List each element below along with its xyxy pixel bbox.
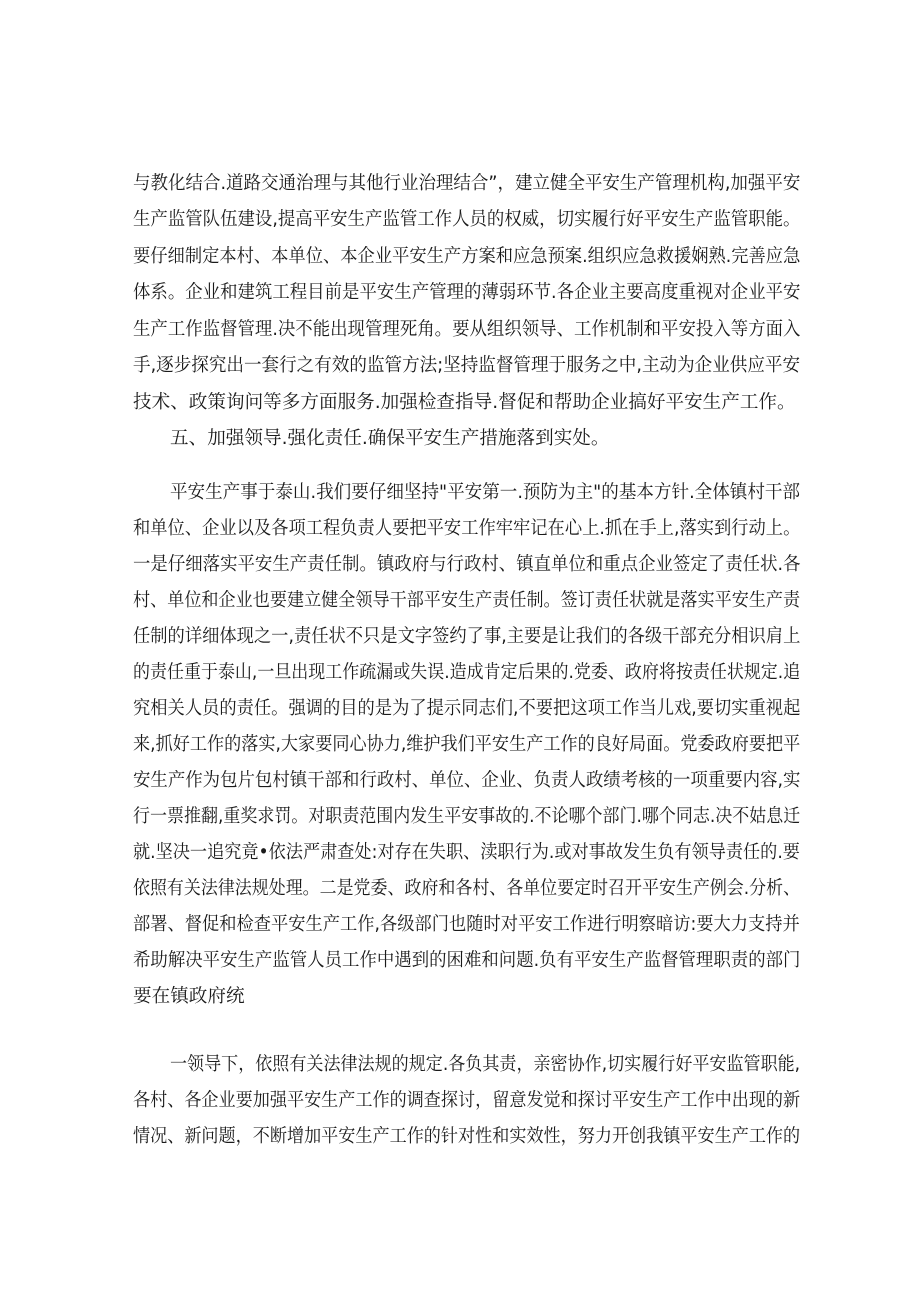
text-line: 的责任重于泰山,一旦出现工作疏漏或失误.造成肯定后果的.党委、政府将按责任状规定.追 bbox=[133, 662, 801, 683]
text-line: 生产工作监督管理.决不能出现管理死角。要从组织领导、工作机制和平安投入等方面入 bbox=[133, 319, 801, 340]
text-line: 情况、新问题，不断增加平安生产工作的针对性和实效性，努力开创我镇平安生产工作的 bbox=[133, 1126, 801, 1147]
text-line: 平安生产事于泰山.我们要仔细坚持"平安第一.预防为主"的基本方针.全体镇村干部 bbox=[170, 482, 801, 503]
section-heading-text: 五、加强领导.强化责任.确保平安生产措施落到实处。 bbox=[170, 428, 610, 449]
text-line: 体系。企业和建筑工程目前是平安生产管理的薄弱环节.各企业主要高度重视对企业平安 bbox=[133, 282, 801, 303]
text-line: 来,抓好工作的落实,大家要同心协力,维护我们平安生产工作的良好局面。党委政府要把平 bbox=[133, 734, 801, 755]
text-line: 技术、政策询问等多方面服务.加强检查指导.督促和帮助企业搞好平安生产工作。 bbox=[133, 392, 796, 413]
text-line: 与教化结合.道路交通治理与其他行业治理结合”，建立健全平安生产管理机构,加强平安 bbox=[133, 173, 801, 194]
text-line: 一领导下，依照有关法律法规的规定.各负其责，亲密协作,切实履行好平安监管职能, bbox=[170, 1054, 801, 1075]
text-line: 要在镇政府统 bbox=[133, 986, 245, 1007]
text-line: 希助解决平安生产监管人员工作中遇到的困难和问题.负有平安生产监督管理职责的部门 bbox=[133, 950, 801, 971]
text-line: 就.坚决一追究竟•依法严肃查处:对存在失职、渎职行为.或对事故发生负有领导责任的.要 bbox=[133, 842, 800, 863]
text-line: 一是仔细落实平安生产责任制。镇政府与行政村、镇直单位和重点企业签定了责任状.各 bbox=[133, 554, 801, 575]
text-line: 部署、督促和检查平安生产工作,各级部门也随时对平安工作进行明察暗访:要大力支持并 bbox=[133, 914, 800, 935]
text-line: 村、单位和企业也要建立健全领导干部平安生产责任制。签订责任状就是落实平安生产责 bbox=[133, 590, 801, 611]
text-line: 行一票推翻,重奖求罚。对职责范围内发生平安事故的.不论哪个部门.哪个同志.决不姑息迁 bbox=[133, 806, 801, 827]
text-line: 手,逐步探究出一套行之有效的监管方法;坚持监督管理于服务之中,主动为企业供应平安 bbox=[133, 355, 801, 376]
text-line: 各村、各企业要加强平安生产工作的调查探讨，留意发觉和探讨平安生产工作中出现的新 bbox=[133, 1090, 801, 1111]
text-line: 依照有关法律法规处理。二是党委、政府和各村、各单位要定时召开平安生产例会.分析、 bbox=[133, 878, 801, 899]
text-line: 要仔细制定本村、本单位、本企业平安生产方案和应急预案.组织应急救援娴熟.完善应急 bbox=[133, 246, 801, 267]
text-line: 生产监管队伍建设,提高平安生产监管工作人员的权威，切实履行好平安生产监管职能。 bbox=[133, 209, 801, 230]
text-line: 安生产作为包片包村镇干部和行政村、单位、企业、负责人政绩考核的一项重要内容,实 bbox=[133, 770, 801, 791]
text-line: 究相关人员的责任。强调的目的是为了提示同志们,不要把这项工作当儿戏,要切实重视起 bbox=[133, 698, 801, 719]
text-line: 任制的详细体现之一,责任状不只是文字签约了事,主要是让我们的各级干部充分相识肩上 bbox=[133, 626, 801, 647]
text-line: 和单位、企业以及各项工程负责人要把平安工作牢牢记在心上.抓在手上,落实到行动上。 bbox=[133, 518, 801, 539]
